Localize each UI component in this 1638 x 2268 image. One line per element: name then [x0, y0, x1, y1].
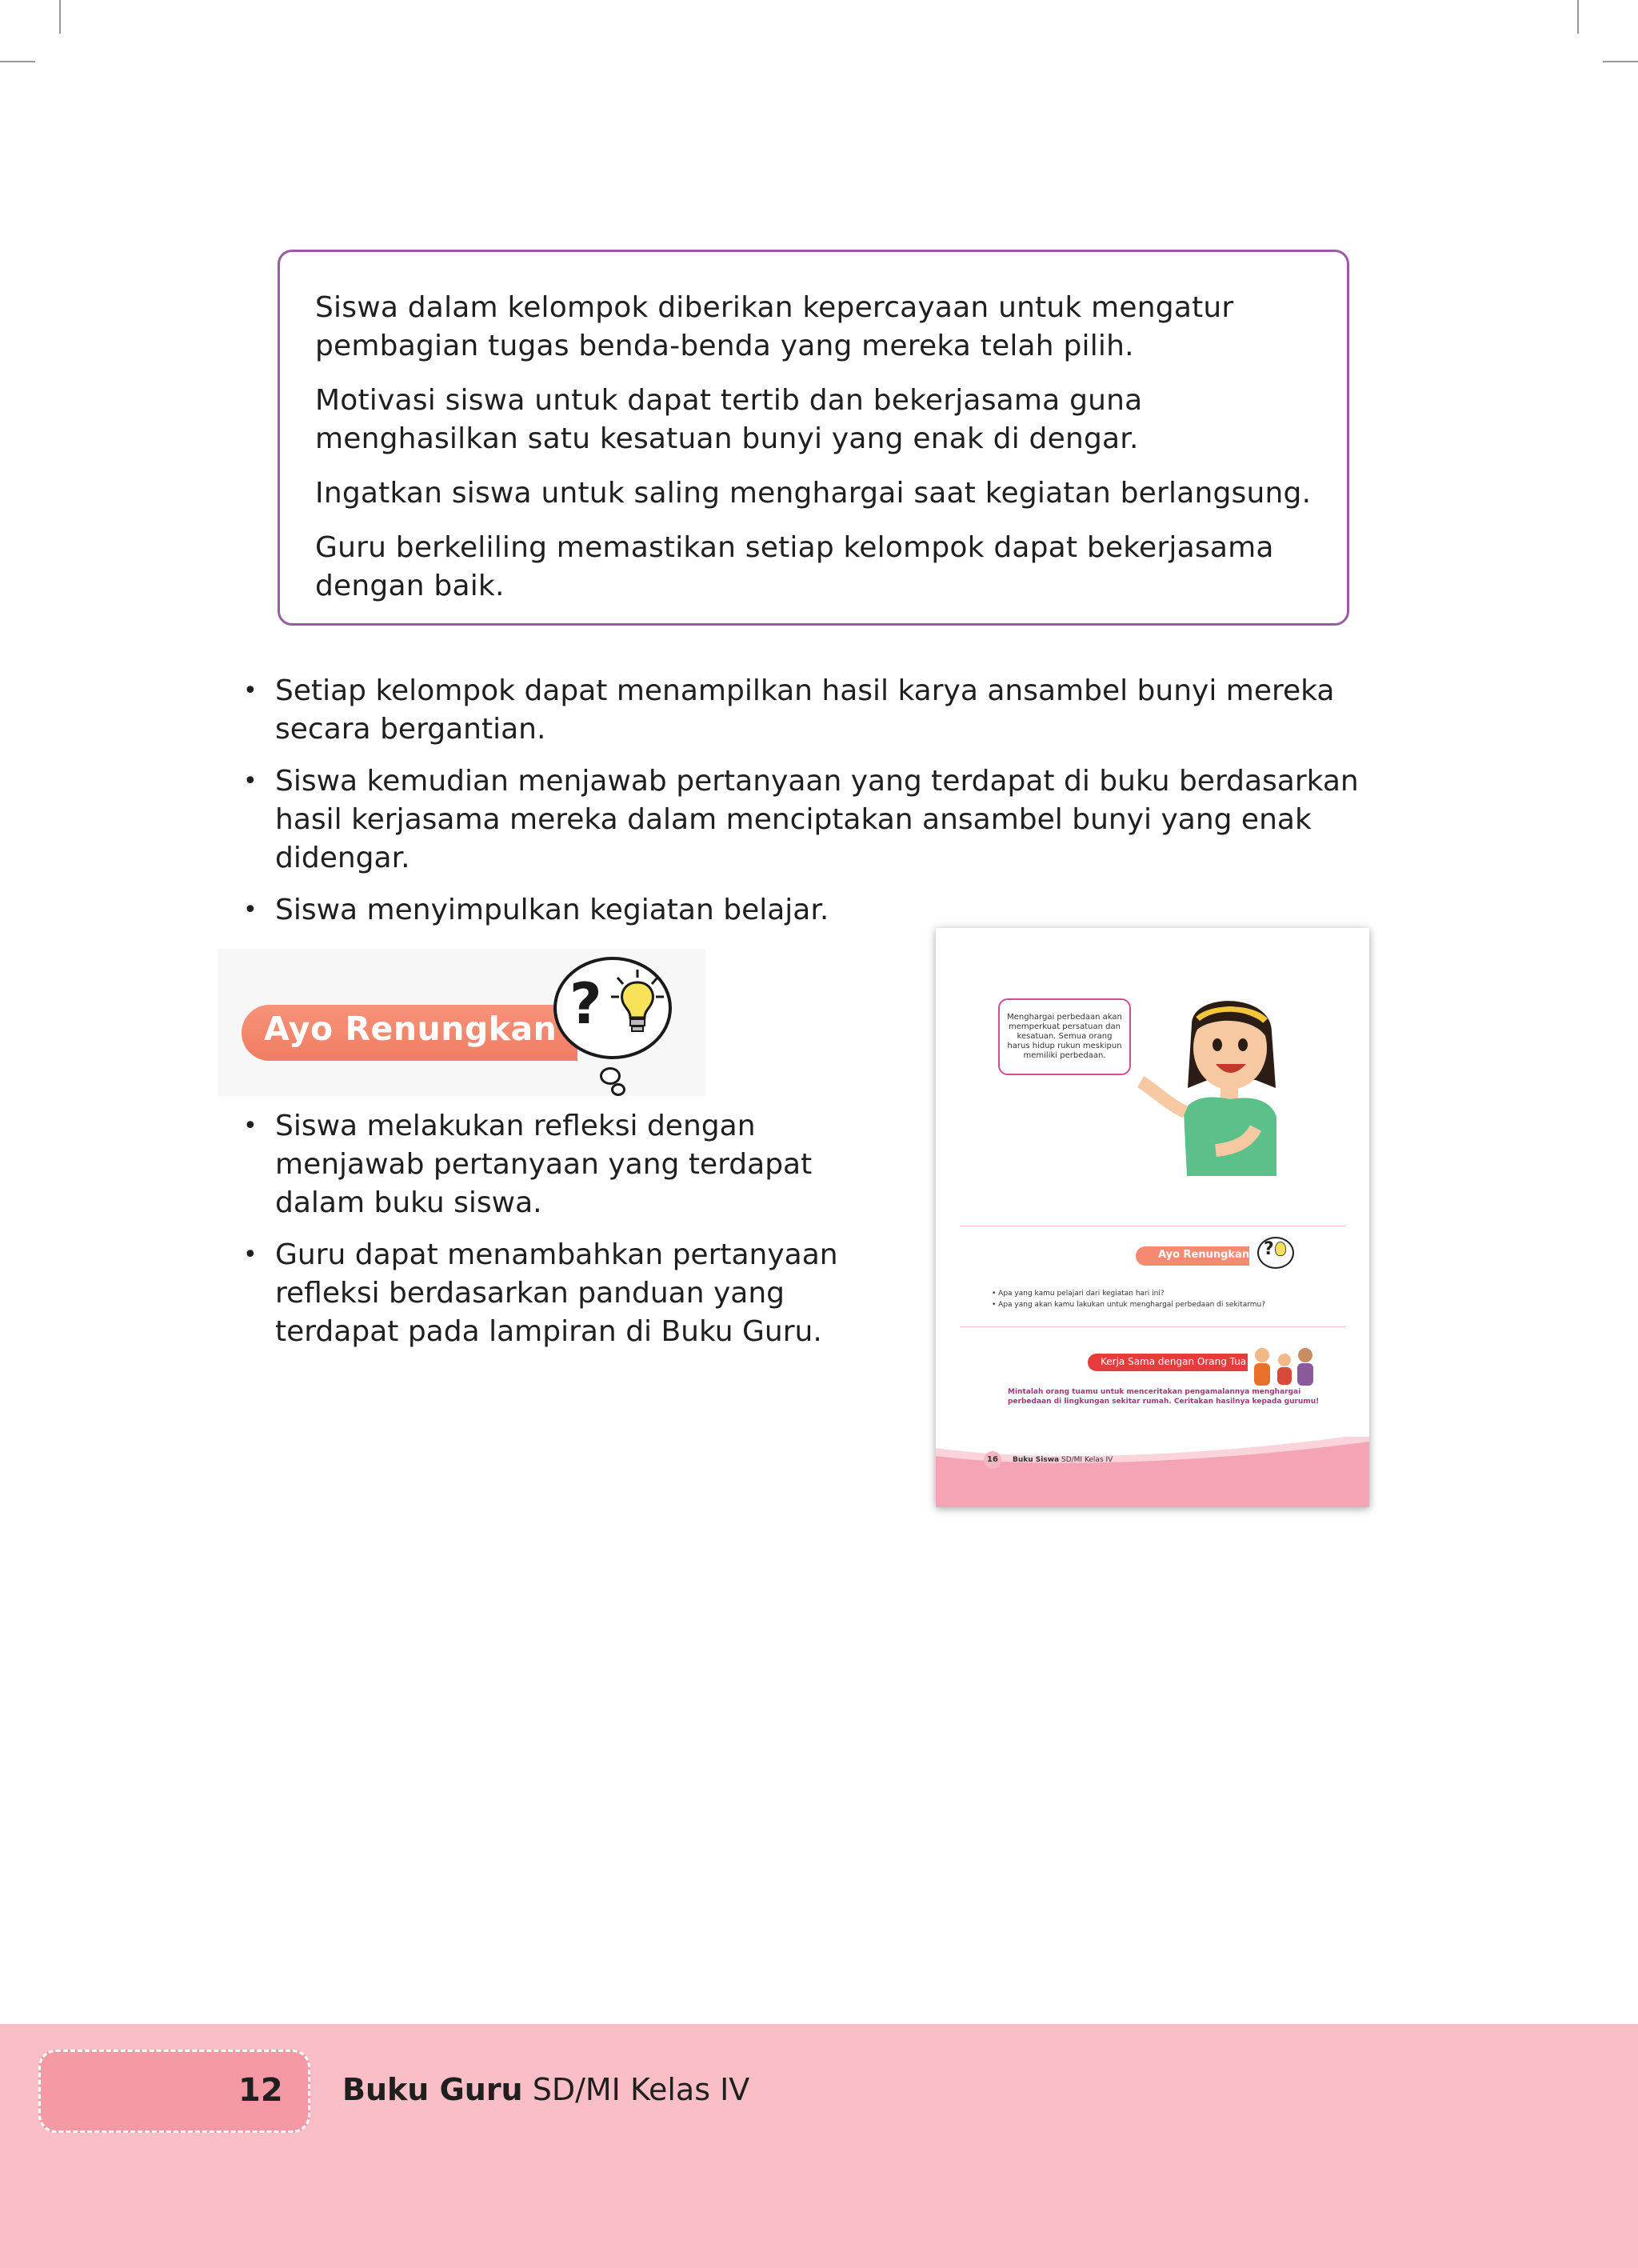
- bullet-icon: •: [243, 896, 258, 924]
- list-item-text: Guru dapat menambahkan pertanyaan refleksi berdasarkan panduan yang terdapat pada lampiran di Buku Guru.: [275, 1238, 838, 1348]
- crop-mark: [1577, 0, 1579, 34]
- note-paragraph: Ingatkan siswa untuk saling menghargai saat kegiatan berlangsung.: [315, 477, 1312, 510]
- bullet-icon: •: [243, 677, 258, 705]
- crop-mark: [1603, 61, 1638, 62]
- note-paragraph: Guru berkeliling memastikan setiap kelompok dapat bekerjasama dengan baik.: [315, 531, 1274, 602]
- list-item: [240, 762, 1376, 878]
- note-paragraph: Siswa dalam kelompok diberikan kepercayaan untuk mengatur pembagian tugas benda-benda yang mereka telah pilih.: [315, 291, 1234, 362]
- thumb-page-number: 16: [984, 1451, 1001, 1469]
- ayo-renungkan-banner: [218, 949, 705, 1096]
- thumb-footer-bold: Buku Siswa: [1013, 1456, 1060, 1464]
- list-item-text: Siswa kemudian menjawab pertanyaan yang terdapat di buku berdasarkan hasil kerjasama mereka dalam menciptakan ansambel bunyi yang enak didengar.: [275, 765, 1359, 874]
- ayo-renungkan-title: Ayo Renungkan: [264, 1010, 557, 1048]
- list-item: [240, 672, 1376, 749]
- bullet-icon: •: [243, 1241, 258, 1269]
- crop-mark: [0, 61, 35, 62]
- thumb-question-text: Apa yang kamu pelajari dari kegiatan hari ini?: [998, 1290, 1165, 1298]
- page-number: 12: [238, 2072, 283, 2109]
- lightbulb-icon: [1275, 1242, 1286, 1256]
- crop-mark: [59, 0, 61, 34]
- thought-dot-icon: [600, 1067, 621, 1085]
- bullet-icon: •: [243, 767, 258, 795]
- divider: [960, 1326, 1345, 1327]
- bullet-icon: •: [243, 1112, 258, 1140]
- family-illustration-icon: [1248, 1344, 1320, 1389]
- student-book-page-thumbnail: [936, 928, 1369, 1507]
- activity-bullet-list: [240, 672, 1376, 943]
- footer-book-title: [342, 2072, 749, 2107]
- thumb-question-text: Apa yang akan kamu lakukan untuk menghargai perbedaan di sekitarmu?: [998, 1301, 1266, 1309]
- lightbulb-icon: [609, 968, 665, 1040]
- footer-title-rest: SD/MI Kelas IV: [532, 2072, 750, 2107]
- reflection-bullet-list: [240, 1107, 880, 1365]
- thumb-footer-wave: [936, 1437, 1369, 1507]
- kerja-sama-title: Kerja Sama dengan Orang Tua: [1101, 1356, 1247, 1367]
- thumb-footer-rest: SD/MI Kelas IV: [1061, 1456, 1113, 1464]
- list-item-text: Siswa melakukan refleksi dengan menjawab pertanyaan yang terdapat dalam buku siswa.: [275, 1110, 813, 1219]
- list-item-text: Siswa menyimpulkan kegiatan belajar.: [275, 894, 829, 926]
- girl-illustration-icon: [1136, 992, 1312, 1184]
- thought-dot-icon: [611, 1083, 625, 1096]
- list-item-text: Setiap kelompok dapat menampilkan hasil karya ansambel bunyi mereka secara bergantian.: [275, 674, 1335, 746]
- thumb-question: • Apa yang akan kamu lakukan untuk menghargai perbedaan di sekitarmu?: [992, 1301, 1266, 1309]
- teacher-note-box: [278, 250, 1349, 626]
- list-item: [240, 891, 1376, 930]
- question-mark-icon: ?: [569, 971, 602, 1037]
- speech-bubble: Menghargai perbedaan akan memperkuat persatuan dan kesatuan. Semua orang harus hidup rukun meskipun memiliki perbedaan.: [998, 998, 1131, 1075]
- note-paragraph: Motivasi siswa untuk dapat tertib dan bekerjasama guna menghasilkan satu kesatuan bunyi yang enak di dengar.: [315, 384, 1143, 455]
- thumb-task-text: Mintalah orang tuamu untuk menceritakan pengamalannya menghargai perbedaan di lingkungan sekitar rumah. Ceritakan hasilnya kepada gurumu!: [1008, 1388, 1320, 1406]
- question-mark-icon: ?: [1264, 1239, 1274, 1259]
- thumb-ayo-title: Ayo Renungkan: [1158, 1249, 1250, 1261]
- list-item: [240, 1236, 880, 1351]
- thumb-footer-label: [1013, 1456, 1113, 1464]
- list-item: [240, 1107, 880, 1222]
- thumb-question: • Apa yang kamu pelajari dari kegiatan hari ini?: [992, 1290, 1165, 1298]
- footer-title-bold: Buku Guru: [342, 2072, 523, 2107]
